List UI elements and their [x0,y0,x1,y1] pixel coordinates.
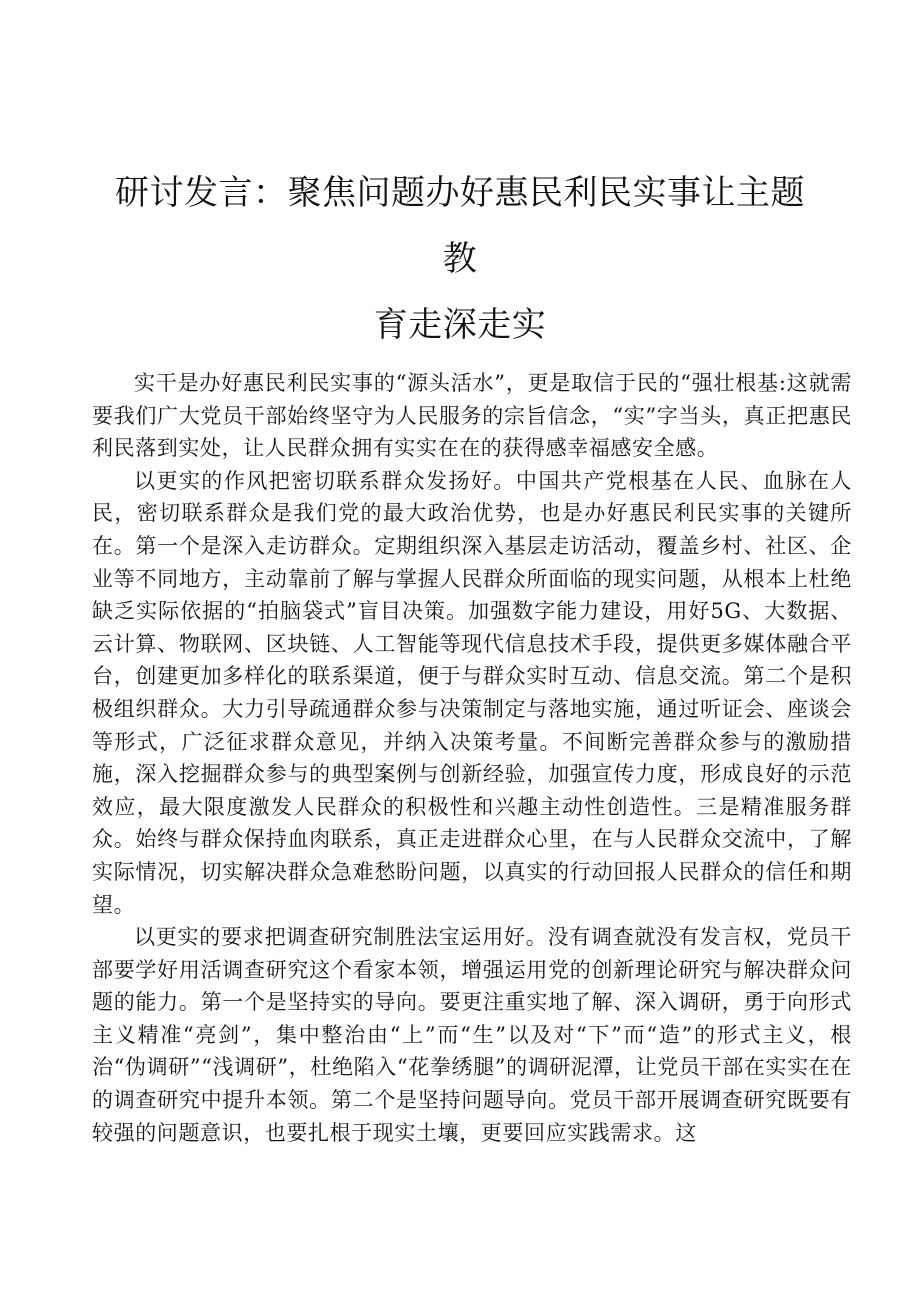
paragraph: 以更实的要求把调查研究制胜法宝运用好。没有调查就没有发言权，党员干部要学好用活调查研究这个看家本领，增强运用党的创新理论研究与解决群众问题的能力。第一个是坚持实的导向。要更注重实地了解、深入调研，勇于向形式主义精准“亮剑”，集中整治由“上”而“生”以及对“下”而“造”的形式主义，根治“伪调研”“浅调研”，杜绝陷入“花拳绣腿”的调研泥潭，让党员干部在实实在在的调查研究中提升本领。第二个是坚持问题导向。党员干部开展调查研究既要有较强的问题意识，也要扎根于现实土壤，更要回应实践需求。这 [92,925,852,1145]
title-line-1: 研讨发言：聚焦问题办好惠民利民实事让主题教 [115,173,805,279]
document-body [92,367,852,1149]
document-title [100,160,820,358]
title-line-2: 育走深走实 [373,305,547,345]
paragraph: 实干是办好惠民利民实事的“源头活水”，更是取信于民的“强壮根基:这就需要我们广大党员干部始终坚守为人民服务的宗旨信念，“实”字当头，真正把惠民利民落到实处，让人民群众拥有实实在在的获得感幸福感安全感。 [92,371,852,461]
paragraph: 以更实的作风把密切联系群众发扬好。中国共产党根基在人民、血脉在人民，密切联系群众是我们党的最大政治优势，也是办好惠民利民实事的关键所在。第一个是深入走访群众。定期组织深入基层走访活动，覆盖乡村、社区、企业等不同地方，主动靠前了解与掌握人民群众所面临的现实问题，从根本上杜绝缺乏实际依据的“拍脑袋式”盲目决策。加强数字能力建设，用好5G、大数据、云计算、物联网、区块链、人工智能等现代信息技术手段，提供更多媒体融合平台，创建更加多样化的联系渠道，便于与群众实时互动、信息交流。第二个是积极组织群众。大力引导疏通群众参与决策制定与落地实施，通过听证会、座谈会等形式，广泛征求群众意见，并纳入决策考量。不间断完善群众参与的激励措施，深入挖掘群众参与的典型案例与创新经验，加强宣传力度，形成良好的示范效应，最大限度激发人民群众的积极性和兴趣主动性创造性。三是精准服务群众。始终与群众保持血肉联系，真正走进群众心里，在与人民群众交流中，了解实际情况，切实解决群众急难愁盼问题，以真实的行动回报人民群众的信任和期望。 [92,468,852,917]
